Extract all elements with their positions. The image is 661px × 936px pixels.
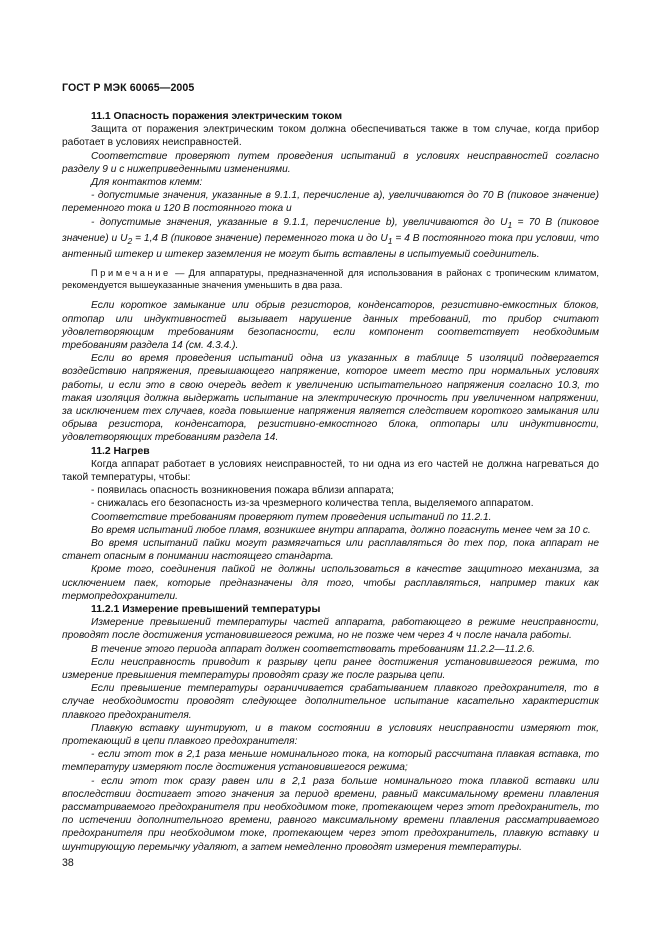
paragraph: Соответствие требованиям проверяют путем проведения испытаний по 11.2.1. bbox=[91, 511, 492, 523]
paragraph: Когда аппарат работает в условиях неисправностей, то ни одна из его частей не должна нагреваться до такой температуры, чтобы: bbox=[62, 458, 599, 483]
paragraph: Плавкую вставку шунтируют, и в таком состоянии в условиях неисправности измеряют ток, протекающий в цепи плавкого предохранителя: bbox=[62, 722, 599, 747]
note-paragraph: Примечание — Для аппаратуры, предназначенной для использования в районах с тропическим климатом, рекомендуется вышеуказанные значения уменьшить в два раза. bbox=[62, 268, 599, 291]
page-number: 38 bbox=[62, 857, 74, 869]
section-heading: 11.2.1 Измерение превышений температуры bbox=[91, 603, 321, 615]
paragraph: Во время испытаний пайки могут размягчаться или расплавляться до тех пор, пока аппарат не станет опасным в понимании настоящего стандарта. bbox=[62, 537, 599, 563]
paragraph: Измерение превышений температуры частей аппарата, работающего в режиме неисправности, проводят после достижения установившегося режима, но не позже чем через 4 ч после начала работы. bbox=[62, 617, 599, 642]
paragraph: В течение этого периода аппарат должен соответствовать требованиям 11.2.2—11.2.6. bbox=[91, 643, 536, 655]
section-heading: 11.2 Нагрев bbox=[91, 445, 150, 457]
paragraph: - если этот ток в 2,1 раза меньше номинального тока, на который рассчитана плавкая вставка, то температуру измеряют после достижения установившегося режима; bbox=[62, 749, 599, 774]
paragraph: Для контактов клемм: bbox=[91, 177, 203, 189]
document-body bbox=[62, 110, 599, 854]
paragraph: Если во время проведения испытаний одна из указанных в таблице 5 изоляций подвергается воздействию напряжения, превышающего напряжение, которое имеет место при нормальных условиях работы, и если это в свою очередь ведет к увеличению испытательного напряжения согласно 10.3, то такая изоляция должна выдержать испытание на электрическую прочность при увеличенном напряжении, за исключением тех случаев, когда повышение напряжения является следствием короткого замыкания или обрыва резистора, конденсатора, резистивно-емкостного блока, оптопары или индуктивности, удовлетворяющих требованиям раздела 14. bbox=[62, 353, 599, 444]
paragraph: Соответствие проверяют путем проведения испытаний в условиях неисправностей согласно разделу 9 и с нижеприведенными изменениями. bbox=[62, 150, 599, 175]
paragraph: Если превышение температуры ограничивается срабатыванием плавкого предохранителя, то в случае необходимости проводят следующее дополнительное испытание касательно характеристик плавкого предохранителя. bbox=[62, 683, 599, 721]
paragraph: - если этот ток сразу равен или в 2,1 раза больше номинального тока плавкой вставки или впоследствии достигает этого значения за период времени, равный максимальному времени плавления рассматриваемого предохранителя при необходимом токе, протекающем через этот предохранитель, то по истечении дополнительного времени, равного максимальному времени плавления рассматриваемого предохранителя при необходимом токе, протекающем через этот предохранитель, плавкую вставку и шунтирующую перемычку удаляют, а затем немедленно проводят измерения температуры. bbox=[62, 775, 599, 853]
section-heading: 11.1 Опасность поражения электрическим током bbox=[91, 111, 343, 122]
paragraph: - допустимые значения, указанные в 9.1.1, перечисление b), увеличиваются до $U_1 = 70$ В (пиковое значение) и $U_2 = 1,4$ В (пиковое значение) переменного тока и до $U_1 = 4$ В постоянного тока при условии, что антенный штекер и штекер заземления не могут быть вставлены в испытуемый соединитель. bbox=[62, 216, 600, 261]
paragraph: Защита от поражения электрическим током должна обеспечиваться также в том случае, когда прибор работает в условиях неисправностей. bbox=[62, 124, 599, 149]
paragraph: Если короткое замыкание или обрыв резисторов, конденсаторов, резистивно-емкостных блоков, оптопар или индуктивностей вызывает нарушение данных требований, то прибор считают удовлетворяющим требованиям безопасности, если компонент соответствует необходимым требованиям раздела 14 (см. 4.3.4.). bbox=[62, 300, 599, 351]
paragraph: Во время испытаний любое пламя, возникшее внутри аппарата, должно погаснуть менее чем за 10 с. bbox=[91, 524, 591, 536]
paragraph: - появилась опасность возникновения пожара вблизи аппарата; bbox=[91, 485, 394, 497]
paragraph: Если неисправность приводит к разрыву цепи ранее достижения установившегося режима, то измерение превышения температуры проводят сразу же после разрыва цепи. bbox=[62, 656, 599, 681]
paragraph: - снижалась его безопасность из-за чрезмерного количества тепла, выделяемого аппаратом. bbox=[91, 498, 534, 510]
paragraph: Кроме того, соединения пайкой не должны использоваться в качестве защитного механизма, за исключением паек, которые предназначены для того, чтобы расплавляться, например таких как термопредохранители. bbox=[62, 564, 599, 602]
standard-header: ГОСТ Р МЭК 60065—2005 bbox=[62, 82, 195, 94]
paragraph: - допустимые значения, указанные в 9.1.1, перечисление a), увеличиваются до 70 В (пиковое значение) переменного тока и 120 В постоянного тока и bbox=[62, 190, 599, 215]
